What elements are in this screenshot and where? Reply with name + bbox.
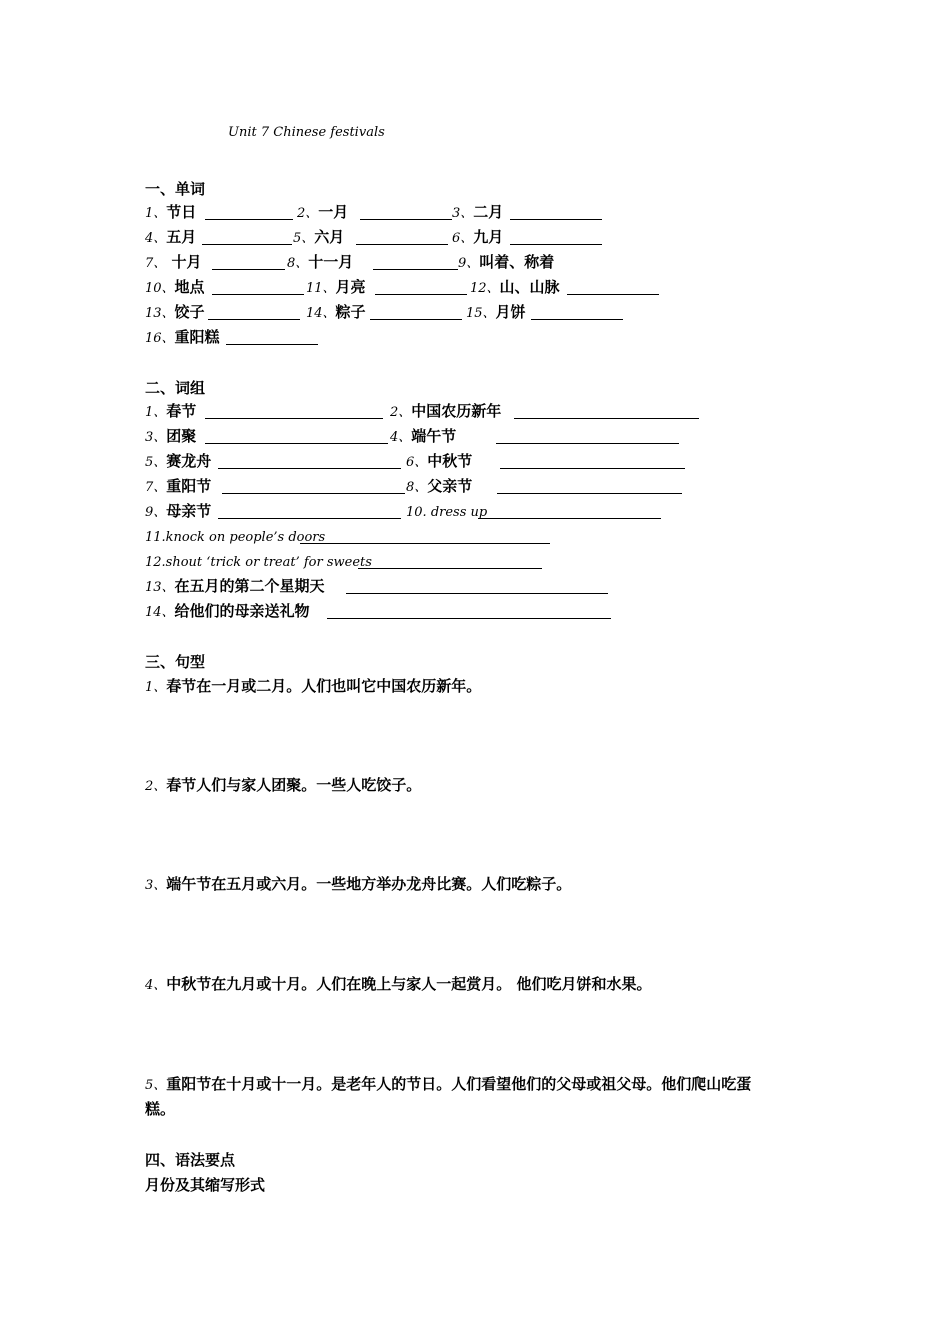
item-text: 饺子 (174, 303, 205, 321)
phrase-item (390, 401, 501, 423)
answer-blank-line[interactable] (373, 269, 458, 270)
answer-blank-line[interactable] (500, 468, 685, 469)
page-title: Unit 7 Chinese festivals (228, 125, 385, 140)
item-text: 糕。 (145, 1100, 176, 1118)
item-text: 春节 (166, 402, 197, 420)
item-text: 六月 (314, 228, 345, 246)
word-item (145, 202, 196, 224)
item-text: 春节人们与家人团聚。一些人吃饺子。 (166, 776, 422, 794)
item-number: 1、 (145, 206, 167, 221)
phrase-item (145, 426, 196, 448)
word-item (452, 202, 503, 224)
item-text: 春节在一月或二月。人们也叫它中国农历新年。 (166, 677, 482, 695)
answer-blank-line[interactable] (218, 518, 401, 519)
phrase-item (145, 551, 372, 573)
item-text: 12.shout ‘trick or treat’ for sweets (145, 555, 372, 570)
answer-blank-line[interactable] (370, 319, 462, 320)
answer-blank-line[interactable] (212, 294, 304, 295)
item-number: 11、 (306, 281, 336, 296)
item-number: 8、 (287, 256, 309, 271)
answer-blank-line[interactable] (205, 418, 383, 419)
word-item (293, 227, 344, 249)
sentence-item (145, 974, 652, 996)
answer-blank-line[interactable] (478, 518, 661, 519)
item-number: 3、 (145, 878, 167, 893)
phrase-item (406, 476, 472, 498)
answer-blank-line[interactable] (567, 294, 659, 295)
item-number: 9、 (458, 256, 480, 271)
phrase-item (390, 426, 456, 448)
answer-blank-line[interactable] (300, 543, 550, 544)
item-number: 4、 (145, 231, 167, 246)
item-text: 在五月的第二个星期天 (174, 577, 325, 595)
item-number: 8、 (406, 480, 428, 495)
grammar-topic: 月份及其缩写形式 (145, 1176, 266, 1194)
item-number: 16、 (145, 331, 175, 346)
word-item (287, 252, 353, 274)
answer-blank-line[interactable] (205, 443, 388, 444)
item-text: dress up (430, 505, 488, 520)
item-number: 5、 (145, 1078, 167, 1093)
item-number: 2、 (390, 405, 412, 420)
word-item (145, 302, 205, 324)
item-text: 十一月 (308, 253, 354, 271)
item-text: 二月 (473, 203, 504, 221)
item-number: 14、 (306, 306, 336, 321)
answer-blank-line[interactable] (497, 493, 682, 494)
answer-blank-line[interactable] (226, 344, 318, 345)
phrase-item (406, 451, 472, 473)
item-number: 5、 (145, 455, 167, 470)
word-item (470, 277, 560, 299)
item-text: 重阳糕 (174, 328, 220, 346)
item-number: 9、 (145, 505, 167, 520)
item-text: 九月 (473, 228, 504, 246)
word-item (145, 277, 205, 299)
item-text: 给他们的母亲送礼物 (174, 602, 310, 620)
phrase-item (406, 501, 487, 523)
item-number: 6、 (452, 231, 474, 246)
item-text: 节日 (166, 203, 197, 221)
answer-blank-line[interactable] (496, 443, 679, 444)
section-words-heading: 一、单词 (145, 180, 206, 198)
sentence-item (145, 1099, 175, 1119)
answer-blank-line[interactable] (360, 219, 452, 220)
phrase-item (145, 451, 211, 473)
word-item (145, 327, 220, 349)
item-text: 十月 (166, 253, 202, 271)
section-sentences-heading: 三、句型 (145, 653, 206, 671)
item-text: 中秋节在九月或十月。人们在晚上与家人一起赏月。 他们吃月饼和水果。 (166, 975, 652, 993)
item-text: 重阳节在十月或十一月。是老年人的节日。人们看望他们的父母或祖父母。他们爬山吃蛋 (166, 1075, 752, 1093)
item-text: 端午节 (411, 427, 457, 445)
item-number: 3、 (452, 206, 474, 221)
answer-blank-line[interactable] (356, 244, 448, 245)
item-text: 端午节在五月或六月。一些地方举办龙舟比赛。人们吃粽子。 (166, 875, 572, 893)
phrase-item (145, 501, 211, 523)
item-number: 7、 (145, 480, 167, 495)
item-number: 6、 (406, 455, 428, 470)
word-item (297, 202, 348, 224)
item-text: 粽子 (335, 303, 366, 321)
answer-blank-line[interactable] (222, 493, 405, 494)
answer-blank-line[interactable] (212, 269, 285, 270)
word-item (452, 227, 503, 249)
item-text: 山、山脉 (499, 278, 560, 296)
phrase-item (145, 526, 325, 548)
item-number: 5、 (293, 231, 315, 246)
answer-blank-line[interactable] (510, 219, 602, 220)
answer-blank-line[interactable] (218, 468, 401, 469)
phrase-item (145, 576, 325, 598)
item-number: 4、 (145, 978, 167, 993)
item-text: 11.knock on people’s doors (145, 530, 326, 545)
item-text: 五月 (166, 228, 197, 246)
word-item (458, 252, 554, 274)
item-number: 13、 (145, 306, 175, 321)
item-number: 12、 (470, 281, 500, 296)
item-text: 母亲节 (166, 502, 212, 520)
item-number: 15、 (466, 306, 496, 321)
section-grammar-heading: 四、语法要点 (145, 1151, 236, 1169)
word-item (145, 227, 196, 249)
item-number: 2、 (145, 779, 167, 794)
item-number: 4、 (390, 430, 412, 445)
item-text: 中国农历新年 (411, 402, 502, 420)
answer-blank-line[interactable] (358, 568, 542, 569)
item-text: 重阳节 (166, 477, 212, 495)
section-phrases-heading: 二、词组 (145, 379, 206, 397)
item-text: 赛龙舟 (166, 452, 212, 470)
word-item (306, 277, 366, 299)
item-number: 14、 (145, 605, 175, 620)
sentence-item (145, 874, 571, 896)
item-text: 月亮 (335, 278, 366, 296)
word-item (306, 302, 366, 324)
sentence-item (145, 1074, 751, 1096)
answer-blank-line[interactable] (208, 319, 300, 320)
sentence-item (145, 676, 481, 698)
item-number: 13、 (145, 580, 175, 595)
answer-blank-line[interactable] (327, 618, 611, 619)
answer-blank-line[interactable] (375, 294, 467, 295)
item-number: 10. (406, 505, 431, 520)
item-number: 2、 (297, 206, 319, 221)
answer-blank-line[interactable] (202, 244, 292, 245)
answer-blank-line[interactable] (346, 593, 608, 594)
item-text: 一月 (318, 203, 349, 221)
sentence-item (145, 775, 421, 797)
answer-blank-line[interactable] (510, 244, 602, 245)
item-text: 中秋节 (427, 452, 473, 470)
answer-blank-line[interactable] (205, 219, 293, 220)
item-text: 叫着、称着 (479, 253, 555, 271)
phrase-item (145, 401, 196, 423)
phrase-item (145, 601, 310, 623)
word-item (145, 252, 202, 274)
item-number: 3、 (145, 430, 167, 445)
answer-blank-line[interactable] (514, 418, 699, 419)
answer-blank-line[interactable] (531, 319, 623, 320)
item-text: 地点 (174, 278, 205, 296)
phrase-item (145, 476, 211, 498)
item-text: 月饼 (495, 303, 526, 321)
item-number: 10、 (145, 281, 175, 296)
item-number: 1、 (145, 680, 167, 695)
word-item (466, 302, 526, 324)
item-text: 团聚 (166, 427, 197, 445)
item-number: 7、 (145, 256, 167, 271)
item-number: 1、 (145, 405, 167, 420)
item-text: 父亲节 (427, 477, 473, 495)
